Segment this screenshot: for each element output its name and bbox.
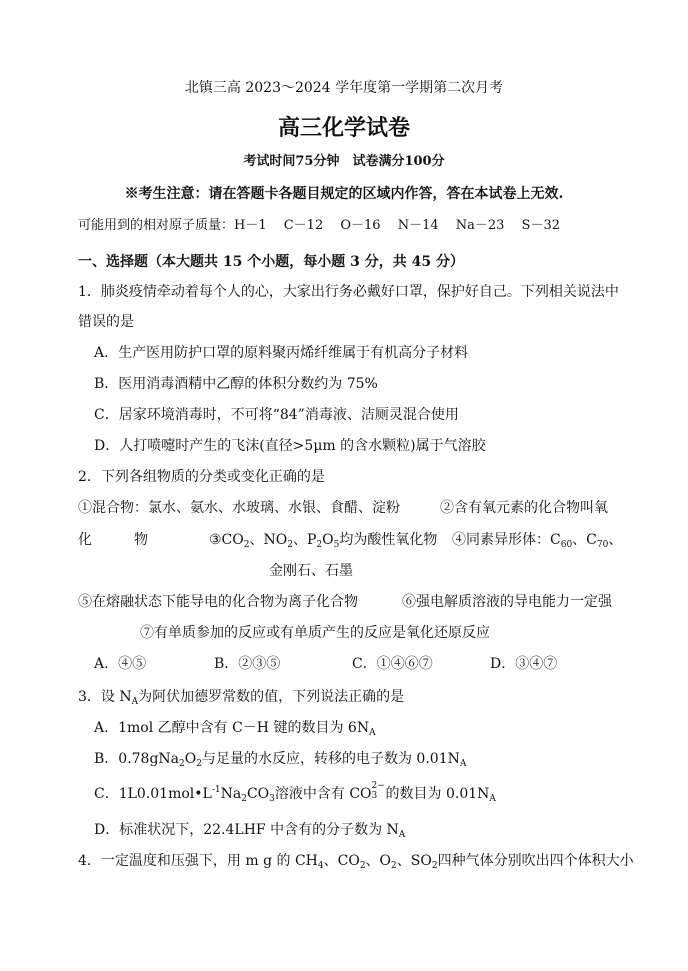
q2-stem: 2．下列各组物质的分类或变化正确的是 [78,469,325,485]
q2-item-7: ⑦有单质参加的反应或有单质产生的反应是氧化还原反应 [140,625,490,641]
q2-item-6: ⑥强电解质溶液的导电能力一定强 [402,594,612,610]
atomic-masses: 可能用到的相对原子质量：H－1 C－12 O－16 N－14 Na－23 S－32 [78,218,560,233]
q1-stem-line2: 错误的是 [78,314,134,330]
q2-item-2: ②含有氧元素的化合物叫氧 [440,500,608,516]
q2-item-5: ⑤在熔融状态下能导电的化合物为离子化合物 [78,594,358,610]
q1-stem-line1: 1．肺炎疫情牵动着每个人的心，大家出行务必戴好口罩，保护好自己。下列相关说法中 [78,284,619,300]
paper-title: 高三化学试卷 [277,115,410,141]
candidate-notice: ※考生注意：请在答题卡各题目规定的区域内作答，答在本试卷上无效. [124,186,564,202]
exam-time-info: 考试时间75分钟 试卷满分100分 [243,154,445,169]
q1-option-d: D．人打喷嚏时产生的飞沫(直径>5μm 的含水颗粒)属于气溶胶 [94,438,486,454]
q2-item-2-cont-a: 化 [78,532,92,548]
q2-item-4-cont: 金刚石、石墨 [269,563,353,579]
q1-option-b: B．医用消毒酒精中乙醇的体积分数约为 75% [94,376,378,392]
q2-item-4: ④同素异形体：$C_{60}$、$C_{70}$、 [452,532,623,550]
section-heading: 一、选择题（本大题共 15 个小题，每小题 3 分，共 45 分） [78,254,464,270]
q2-item-1: ①混合物：氯水、氨水、水玻璃、水银、食醋、淀粉 [78,500,400,516]
q3-option-d: D．标准状况下，22.4LHF 中含有的分子数为 $N_A$ [94,822,406,840]
school-exam-line: 北镇三高 2023～2024 学年度第一学期第二次月考 [184,80,504,96]
q3-option-a: A．1mol 乙醇中含有 C－H 键的数目为 $6N_A$ [94,720,376,738]
q2-item-2-cont-b: 物 [134,532,148,548]
q2-option-b: B．②③⑤ [214,656,281,672]
q3-option-c: C．$1L0.01mol•L^{-1}Na_2CO_3$溶液中含有 CO 2− 3 的数目为 $0.01N_A$ [94,781,496,804]
q2-item-3: $③CO_2$、$NO_2$、$P_2O_5$均为酸性氧化物 [209,532,438,550]
q2-option-d: D．③④⑦ [490,656,558,672]
q3-option-b: B．$0.78gNa_2O_2$与足量的水反应，转移的电子数为 $0.01N_A$ [94,751,467,769]
q1-option-a: A．生产医用防护口罩的原料聚丙烯纤维属于有机高分子材料 [94,345,469,361]
q2-option-a: A．④⑤ [94,656,147,672]
q4-stem: 4．一定温度和压强下，用 m g 的 $CH_4$、$CO_2$、$O_2$、$SO_2$四种气体分别吹出四个体积大小 [78,853,634,871]
q2-option-c: C．①④⑥⑦ [352,656,433,672]
q1-option-c: C．居家环境消毒时，不可将“84”消毒液、洁厕灵混合使用 [94,407,459,423]
q3-stem: 3．设 $N_A$为阿伏加德罗常数的值，下列说法正确的是 [78,689,405,707]
